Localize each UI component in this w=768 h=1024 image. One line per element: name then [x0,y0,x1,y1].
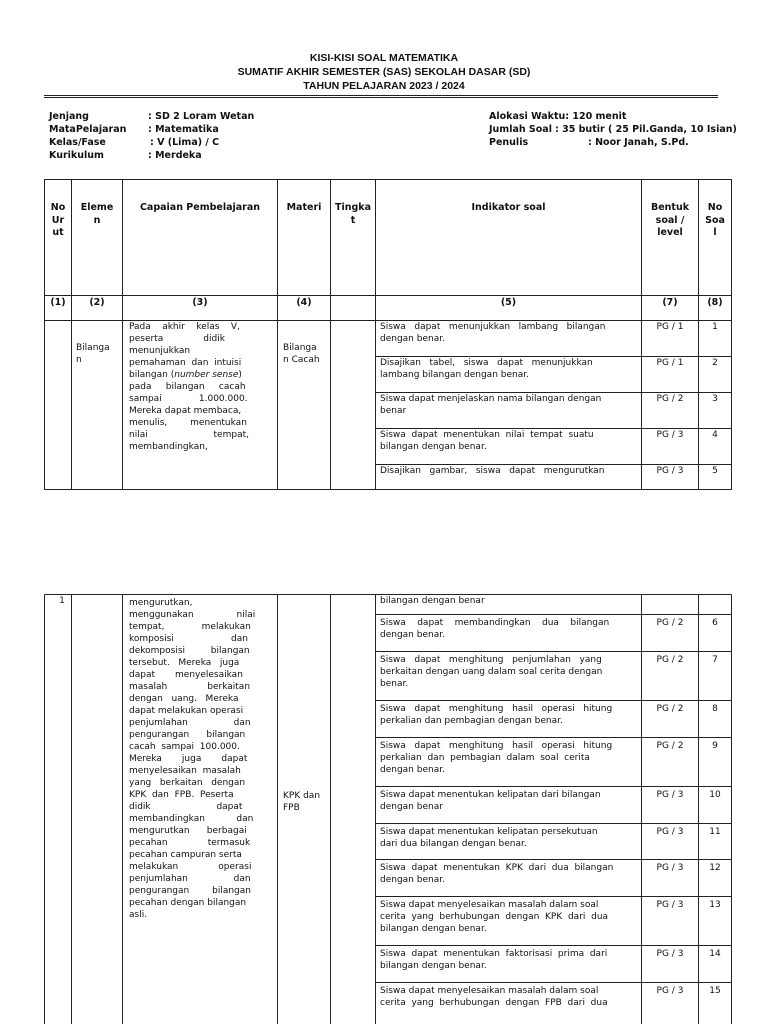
column-number: (4) [296,297,312,308]
elemen-cell: Bilanga n [76,343,110,365]
header-no-soal: No Soa l [705,202,725,238]
bentuk-level-cell: PG / 3 [656,986,684,996]
capaian-line: komposisi dan [129,634,248,644]
column-number: (1) [50,297,66,308]
bentuk-level-cell: PG / 3 [656,466,684,476]
materi-cell: Bilanga n Cacah [283,343,320,365]
no-soal-cell: 10 [709,790,721,800]
no-soal-cell: 14 [709,949,721,959]
info-value: : Matematika [148,124,219,135]
bentuk-level-cell: PG / 1 [656,322,684,332]
indikator-line: Siswa dapat menentukan KPK dari dua bilangan [380,863,614,873]
indikator-cell [380,948,638,972]
bentuk-level-cell: PG / 3 [656,863,684,873]
indikator-line: Siswa dapat menyelesaikan masalah dalam soal [380,986,599,996]
indikator-cell [380,595,638,607]
capaian-line: pada bilangan cacah [129,382,246,392]
bentuk-level-cell: PG / 3 [656,949,684,959]
indikator-line: Disajikan gambar, siswa dapat mengurutkan [380,466,605,476]
indikator-cell [380,985,638,1009]
indikator-line: Siswa dapat menyelesaikan masalah dalam soal [380,900,599,910]
capaian-line: peserta didik [129,334,225,344]
indikator-line: Siswa dapat menentukan faktorisasi prima dari [380,949,608,959]
info-value: : V (Lima) / C [150,137,220,148]
no-soal-cell: 6 [712,618,718,628]
capaian-line: yang berkaitan dengan [129,778,246,788]
capaian-line: pengurangan bilangan [129,886,251,896]
indikator-line: Siswa dapat menunjukkan lambang bilangan [380,322,606,332]
no-soal-cell: 3 [712,394,718,404]
header-no-urut: No Ur ut [50,202,66,238]
indikator-line: Siswa dapat menghitung hasil operasi hitung [380,741,613,751]
indikator-line: cerita yang berhubungan dengan KPK dari dua [380,912,609,922]
capaian-line: KPK dan FPB. Peserta [129,790,234,800]
capaian-line: masalah berkaitan [129,682,251,692]
capaian-line: penjumlahan dan [129,874,251,884]
indikator-line: dari dua bilangan dengan benar. [380,839,527,849]
bentuk-level-cell: PG / 3 [656,900,684,910]
capaian-line: penjumlahan dan [129,718,251,728]
capaian-line: cacah sampai 100.000. [129,742,240,752]
header-materi: Materi [286,202,322,213]
bentuk-level-cell: PG / 3 [656,827,684,837]
indikator-line: dengan benar [380,802,443,812]
bentuk-level-cell: PG / 1 [656,358,684,368]
indikator-line: Siswa dapat menghitung hasil operasi hitung [380,704,613,714]
bentuk-level-cell: PG / 2 [656,704,684,714]
indikator-line: berkaitan dengan uang dalam soal cerita dengan [380,667,603,677]
info-label: Penulis [489,137,529,148]
capaian-line: nilai tempat, [129,430,249,440]
no-soal-cell: 9 [712,741,718,751]
info-label: Kurikulum [49,150,104,161]
indikator-cell [380,703,638,727]
capaian-line: dekomposisi bilangan [129,646,250,656]
capaian-line: menggunakan nilai [129,610,256,620]
capaian-line: pecahan dengan bilangan [129,898,247,908]
indikator-line: Siswa dapat menjelaskan nama bilangan dengan [380,394,602,404]
capaian-line: dapat menyelesaikan [129,670,243,680]
bentuk-level-cell: PG / 2 [656,655,684,665]
capaian-line: Mereka dapat membaca, [129,406,242,416]
indikator-line: bilangan dengan benar [380,596,485,606]
indikator-line: Siswa dapat menentukan kelipatan dari bilangan [380,790,601,800]
indikator-line: Siswa dapat menghitung penjumlahan yang [380,655,602,665]
indikator-cell [380,617,638,641]
capaian-line: menulis, menentukan [129,418,247,428]
capaian-line: menunjukkan [129,346,191,356]
indikator-cell [380,357,638,381]
indikator-cell [380,321,638,345]
indikator-line: Siswa dapat menentukan nilai tempat suatu [380,430,594,440]
indikator-line: dengan benar. [380,630,445,640]
no-soal-cell: 7 [712,655,718,665]
bentuk-level-cell: PG / 3 [656,790,684,800]
info-value: : 35 butir ( 25 Pil.Ganda, 10 Isian) [555,124,737,135]
no-soal-cell: 12 [709,863,721,873]
bentuk-level-cell: PG / 2 [656,394,684,404]
capaian-line: pecahan campuran serta [129,850,242,860]
doc-title-line2: SUMATIF AKHIR SEMESTER (SAS) SEKOLAH DASAR (SD) [237,66,531,78]
indikator-cell [380,826,638,850]
info-value: : Merdeka [148,150,202,161]
column-number: (7) [662,297,678,308]
indikator-cell [380,740,638,776]
indikator-cell [380,789,638,813]
capaian-line: tempat, melakukan [129,622,251,632]
capaian-line: membandingkan, [129,442,208,452]
capaian-line: melakukan operasi [129,862,252,872]
no-soal-cell: 2 [712,358,718,368]
capaian-line: menyelesaikan masalah [129,766,241,776]
capaian-line: dapat melakukan operasi [129,706,244,716]
indikator-line: dengan benar. [380,765,445,775]
capaian-line: bilangan (number sense) [129,370,242,380]
doc-title-line1: KISI-KISI SOAL MATEMATIKA [309,52,459,64]
capaian-line: Pada akhir kelas V, [129,322,240,332]
info-label: Alokasi Waktu [489,111,566,122]
info-value: : Noor Janah, S.Pd. [588,137,689,148]
info-label: Jumlah Soal [489,124,552,135]
capaian-line: tersebut. Mereka juga [129,658,240,668]
capaian-cell [129,597,271,921]
header-capaian: Capaian Pembelajaran [139,202,261,213]
indikator-line: perkalian dan pembagian dengan benar. [380,716,563,726]
column-number: (3) [192,297,208,308]
materi-cell: KPK dan FPB [283,791,321,813]
capaian-line: mengurutkan berbagai [129,826,247,836]
no-soal-cell: 4 [712,430,718,440]
no-soal-cell: 13 [709,900,721,910]
indikator-line: perkalian dan pembagian dalam soal cerita [380,753,590,763]
header-indikator: Indikator soal [471,202,546,213]
indikator-line: benar [380,406,407,416]
indikator-line: cerita yang berhubungan dengan FPB dari dua [380,998,608,1008]
capaian-line: dengan uang. Mereka [129,694,239,704]
indikator-line: bilangan dengan benar. [380,442,487,452]
doc-title-line3: TAHUN PELAJARAN 2023 / 2024 [303,80,465,92]
indikator-line: bilangan dengan benar. [380,924,487,934]
capaian-line: asli. [129,910,148,920]
indikator-cell [380,393,638,417]
capaian-line: sampai 1.000.000. [129,394,248,404]
capaian-line: mengurutkan, [129,598,193,608]
bentuk-level-cell: PG / 3 [656,430,684,440]
column-number: (8) [707,297,723,308]
capaian-line: membandingkan dan [129,814,254,824]
bentuk-level-cell: PG / 2 [656,741,684,751]
indikator-line: lambang bilangan dengan benar. [380,370,529,380]
info-label: Jenjang [49,111,89,122]
indikator-line: Siswa dapat menentukan kelipatan persekutuan [380,827,598,837]
no-soal-cell: 8 [712,704,718,714]
header-elemen: Eleme n [80,202,114,226]
indikator-line: dengan benar. [380,334,445,344]
indikator-cell [380,862,638,886]
capaian-line: pemahaman dan intuisi [129,358,242,368]
info-value: : SD 2 Loram Wetan [148,111,255,122]
indikator-line: Disajikan tabel, siswa dapat menunjukkan [380,358,593,368]
info-label: Kelas/Fase [49,137,106,148]
capaian-line: pecahan termasuk [129,838,251,848]
indikator-line: Siswa dapat membandingkan dua bilangan [380,618,610,628]
capaian-line: Mereka juga dapat [129,754,248,764]
header-tingkat: Tingka t [334,202,372,226]
info-value: : 120 menit [565,111,627,122]
bentuk-level-cell: PG / 2 [656,618,684,628]
indikator-line: benar. [380,679,409,689]
no-urut-cell: 1 [59,596,65,606]
indikator-cell [380,429,638,453]
capaian-line: pengurangan bilangan [129,730,246,740]
indikator-line: dengan benar. [380,875,445,885]
column-number: (5) [500,297,517,308]
indikator-cell [380,654,638,690]
no-soal-cell: 11 [709,827,721,837]
no-soal-cell: 5 [712,466,718,476]
indikator-cell [380,899,638,935]
indikator-cell [380,465,638,477]
column-number: (2) [89,297,105,308]
no-soal-cell: 15 [709,986,721,996]
no-soal-cell: 1 [712,322,718,332]
capaian-cell [129,321,271,453]
info-label: MataPelajaran [49,124,127,135]
capaian-line: didik dapat [129,802,243,812]
indikator-line: bilangan dengan benar. [380,961,487,971]
header-bentuk: Bentuk soal / level [650,202,690,238]
